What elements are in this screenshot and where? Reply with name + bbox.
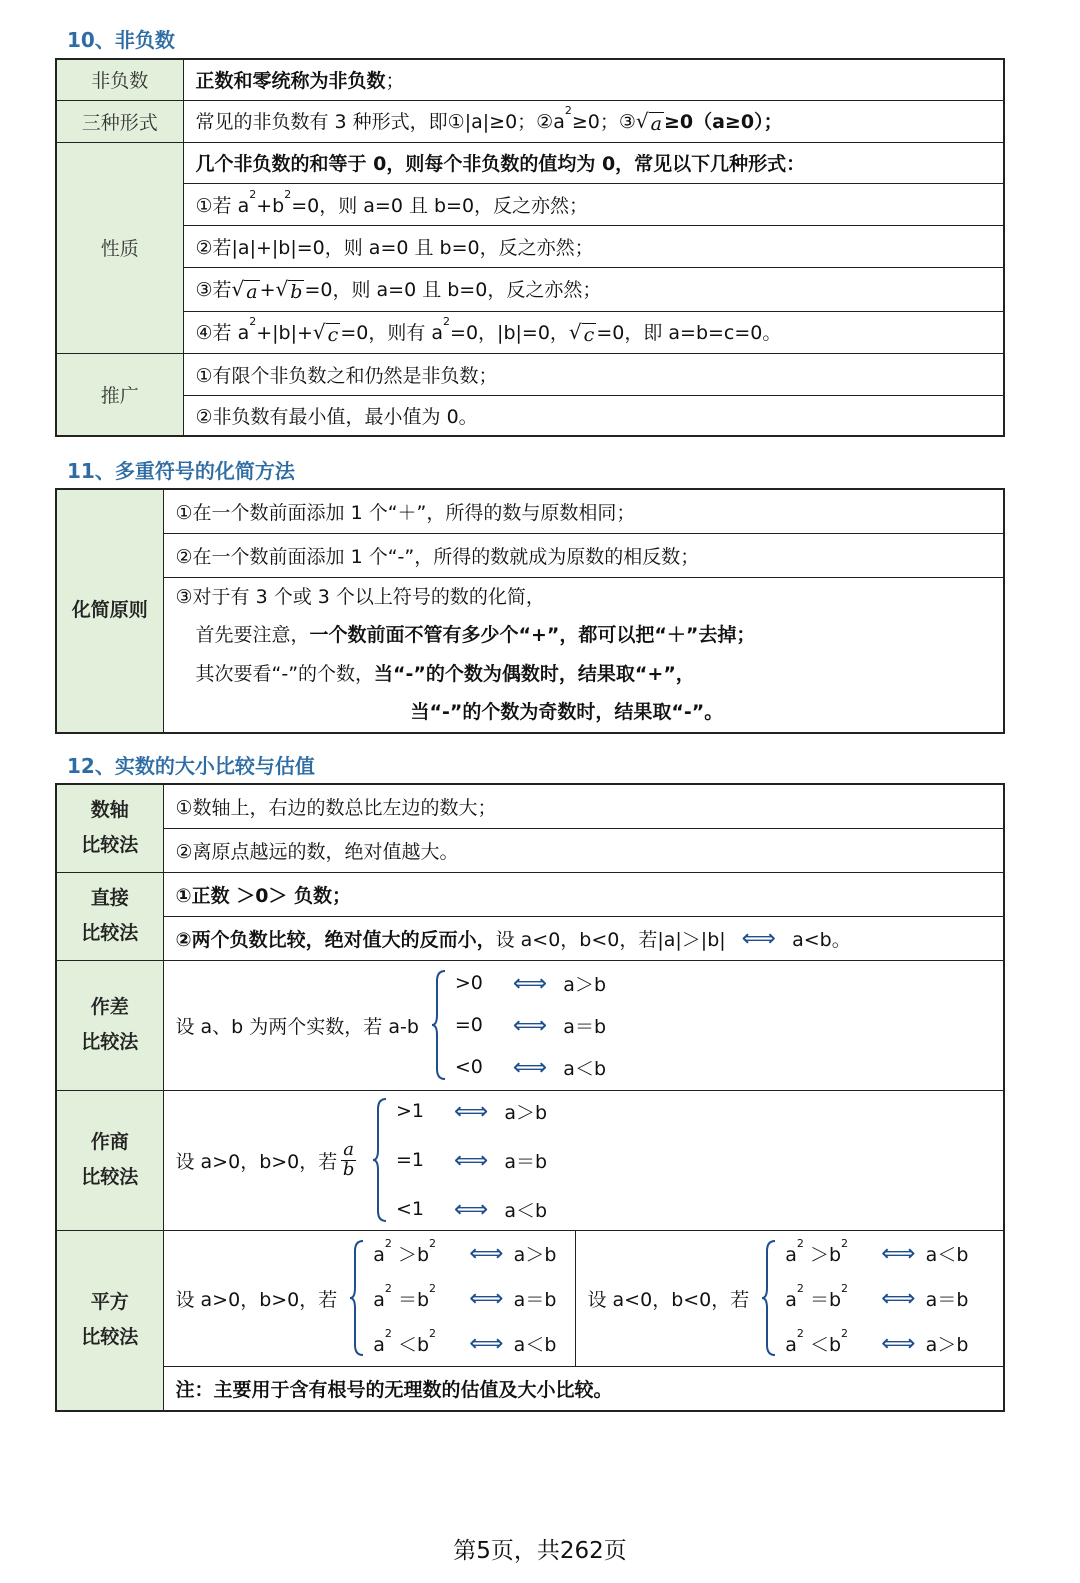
superscript: 2 (841, 1281, 849, 1295)
properties-heading: 几个非负数的和等于 0，则每个非负数的值均为 0，常见以下几种形式： (183, 142, 1004, 183)
superscript: 2 (429, 1281, 437, 1295)
sqrt-a: √ a (635, 108, 662, 135)
case-row (785, 1326, 969, 1357)
case-condition: $a^2 >b^2$ (373, 1236, 437, 1266)
square-method-note: 注：主要用于含有根号的无理数的估值及大小比较。 (163, 1366, 1004, 1411)
case-condition: =0 (454, 1014, 483, 1036)
equivalence-arrow-icon: ⟺ (741, 924, 777, 952)
equivalence-arrow-icon: ⟺ (454, 1195, 489, 1223)
section-12-title: 12、实数的大小比较与估值 (67, 754, 315, 778)
square-cases-positive (373, 1236, 557, 1357)
case-result: a＝b (513, 1288, 557, 1311)
superscript: 2 (796, 1281, 804, 1295)
case-row (396, 1146, 547, 1174)
left-brace-icon (431, 969, 447, 1081)
case-condition: $a^2 =b^2$ (785, 1281, 849, 1311)
direct-item-2: ②两个负数比较，绝对值大的反而小，设 a<0，b<0，若|a|＞|b| ⟺ a<b。 (163, 916, 1004, 960)
equivalence-arrow-icon: ⟺ (881, 1239, 916, 1267)
square-cases-negative (785, 1236, 969, 1357)
case-result: a＝b (504, 1150, 548, 1173)
case-row (785, 1281, 969, 1312)
sign-simplification-table (55, 488, 1005, 734)
nonnegative-table (55, 58, 1005, 437)
case-result: a＞b (925, 1333, 969, 1356)
case-result: a＜b (513, 1333, 557, 1356)
case-row (455, 1053, 606, 1081)
page-footer: 第5页，共262页 (453, 1538, 627, 1564)
real-number-comparison-table (55, 783, 1005, 1412)
superscript: 2 (841, 1326, 849, 1340)
three-forms-text: 常见的非负数有 3 种形式，即①|a|≥0；$②a^2\ge 0$；③ √ a ≥0（a≥0）； (183, 100, 1004, 142)
case-row (373, 1281, 557, 1312)
generalization-item-1: ①有限个非负数之和仍然是非负数； (183, 353, 1004, 395)
left-brace-icon (761, 1239, 777, 1357)
equivalence-arrow-icon: ⟺ (881, 1284, 916, 1312)
case-result: a＝b (563, 1015, 607, 1038)
property-item-3: ③若 √ a + √ b =0，则 a=0 且 b=0，反之亦然； (183, 267, 1004, 311)
case-condition: >0 (454, 972, 483, 994)
case-result: a＝b (925, 1288, 969, 1311)
case-result: a＜b (925, 1243, 969, 1266)
equivalence-arrow-icon: ⟺ (469, 1239, 504, 1267)
row-label-nonnegative: 非负数 (56, 59, 183, 100)
case-condition: $a^2 <b^2$ (785, 1326, 849, 1356)
equivalence-arrow-icon: ⟺ (881, 1329, 916, 1357)
row-label-simplification-principle: 化简原则 (56, 489, 163, 733)
quotient-method: 设 a>0，b>0，若 $\frac{a}{b}$ >1 ⟺ a＞b =1 ⟺ a＝b <1 ⟺ a＜b (163, 1090, 1004, 1230)
simplification-item-3: ③对于有 3 个或 3 个以上符号的数的化简， 首先要注意，一个数前面不管有多少个“+”，都可以把“＋”去掉； 其次要看“-”的个数，当“-”的个数为偶数时，结果取“+”， 当“-”的个数为奇数时，结果取“-”。 (163, 577, 1004, 733)
equivalence-arrow-icon: ⟺ (512, 1011, 548, 1039)
difference-cases (455, 969, 606, 1081)
case-result: a＞b (563, 973, 607, 996)
equivalence-arrow-icon: ⟺ (454, 1097, 489, 1125)
superscript: 2 (796, 1236, 804, 1250)
case-condition: $a^2 =b^2$ (373, 1281, 437, 1311)
case-result: a＞b (504, 1101, 548, 1124)
superscript: 2 (384, 1281, 392, 1295)
case-condition: $a^2 <b^2$ (373, 1326, 437, 1356)
case-result: a＞b (513, 1243, 557, 1266)
case-condition: =1 (396, 1149, 425, 1171)
row-label-properties: 性质 (56, 142, 183, 353)
direct-item-1: ①正数 ＞0＞ 负数； (163, 872, 1004, 916)
case-condition: <0 (454, 1056, 483, 1078)
property-item-4: ④若 $a^2+|b|+$ √ c =0，则有 $a^2=0$，|b|=0， √ c =0，即 a=b=c=0。 (183, 311, 1004, 353)
quotient-cases (396, 1097, 547, 1223)
equivalence-arrow-icon: ⟺ (512, 1053, 548, 1081)
simplification-item-1: ①在一个数前面添加 1 个“＋”，所得的数与原数相同； (163, 489, 1004, 533)
nonnegative-definition: 正数和零统称为非负数； (183, 59, 1004, 100)
case-row (455, 969, 606, 997)
equivalence-arrow-icon: ⟺ (469, 1329, 504, 1357)
left-brace-icon (349, 1239, 365, 1357)
fraction-a-over-b: $\frac{a}{b}$ (342, 1138, 355, 1180)
superscript: 2 (429, 1236, 437, 1250)
case-row (396, 1195, 547, 1223)
case-row (785, 1236, 969, 1267)
square-method-positive: 设 a>0，b>0，若 $a^2 >b^2$ ⟺ a＞b $a^2 =b^2$ ⟺ a＝b $a^2 <b^2$ ⟺ a＜b (163, 1230, 575, 1366)
number-line-item-1: ①数轴上，右边的数总比左边的数大； (163, 784, 1004, 828)
section-11-title: 11、多重符号的化简方法 (67, 459, 295, 483)
superscript: 2 (429, 1326, 437, 1340)
case-result: a＜b (563, 1057, 607, 1080)
case-row (396, 1097, 547, 1125)
row-label-difference: 作差 比较法 (56, 960, 163, 1090)
row-label-generalization: 推广 (56, 353, 183, 436)
number-line-item-2: ②离原点越远的数，绝对值越大。 (163, 828, 1004, 872)
row-label-direct: 直接 比较法 (56, 872, 163, 960)
property-item-2: ②若|a|+|b|=0，则 a=0 且 b=0，反之亦然； (183, 225, 1004, 267)
row-label-three-forms: 三种形式 (56, 100, 183, 142)
case-condition: >1 (396, 1100, 425, 1122)
superscript: 2 (841, 1236, 849, 1250)
square-method-negative: 设 a<0，b<0，若 $a^2 >b^2$ ⟺ a＜b $a^2 =b^2$ ⟺ a＝b $a^2 <b^2$ ⟺ a＞b (575, 1230, 1004, 1366)
left-brace-icon (372, 1097, 388, 1223)
property-item-1: ①若 $a^2+b^2=0$，则 a=0 且 b=0，反之亦然； (183, 183, 1004, 225)
equivalence-arrow-icon: ⟺ (512, 969, 548, 997)
equivalence-arrow-icon: ⟺ (454, 1146, 489, 1174)
superscript: 2 (384, 1236, 392, 1250)
row-label-number-line: 数轴 比较法 (56, 784, 163, 872)
equivalence-arrow-icon: ⟺ (469, 1284, 504, 1312)
section-10-title: 10、非负数 (67, 28, 175, 52)
case-condition: <1 (396, 1198, 425, 1220)
case-condition: $a^2 >b^2$ (785, 1236, 849, 1266)
difference-method: 设 a、b 为两个实数，若 a-b >0 ⟺ a＞b =0 ⟺ a＝b <0 ⟺ a＜b (163, 960, 1004, 1090)
case-row (455, 1011, 606, 1039)
row-label-quotient: 作商 比较法 (56, 1090, 163, 1230)
simplification-item-2: ②在一个数前面添加 1 个“-”，所得的数就成为原数的相反数； (163, 533, 1004, 577)
generalization-item-2: ②非负数有最小值，最小值为 0。 (183, 395, 1004, 436)
case-result: a＜b (504, 1199, 548, 1222)
superscript: 2 (384, 1326, 392, 1340)
row-label-square: 平方 比较法 (56, 1230, 163, 1411)
case-row (373, 1326, 557, 1357)
superscript: 2 (796, 1326, 804, 1340)
case-row (373, 1236, 557, 1267)
